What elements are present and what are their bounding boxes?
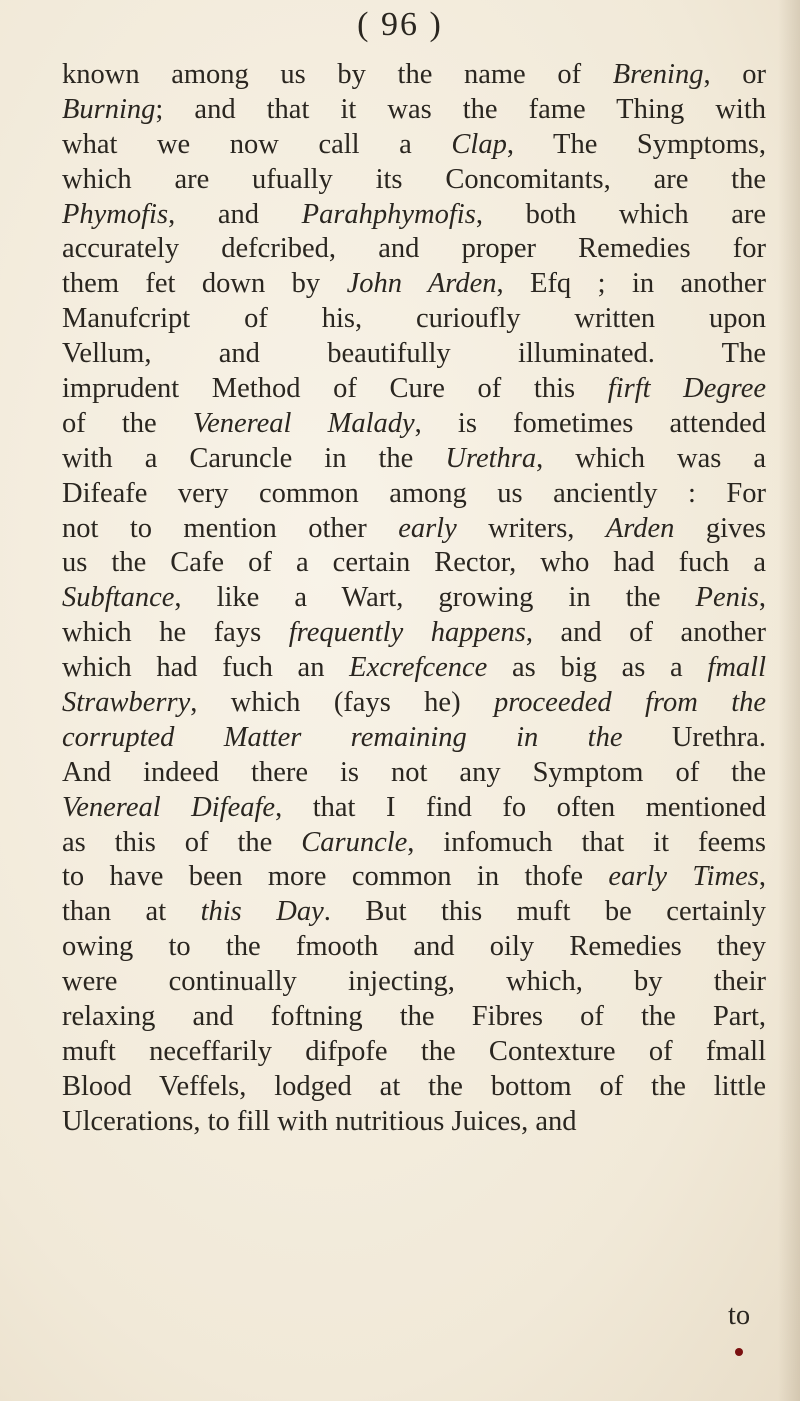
italic-phrase: frequently happens [288,617,526,649]
italic-phrase: Penis [695,582,759,614]
text-line: owing to the fmooth and oily Remedies they [62,931,766,963]
text-line: Ulcerations, to fill with nutritious Juices, and [62,1105,577,1137]
italic-phrase: Parahphymofis [301,198,476,230]
text-line: not to mention other early writers, Arden gives [62,512,766,544]
ink-mark [735,1348,743,1356]
italic-phrase: Clap [451,128,507,160]
italic-phrase: Brening [612,59,704,90]
italic-phrase: Arden [605,512,675,544]
text-line: Venereal Difeafe, that I find fo often mentioned [62,791,766,823]
italic-phrase: John Arden [346,268,497,300]
italic-phrase: fmall [707,652,766,684]
italic-phrase: Urethra [445,442,537,474]
italic-phrase: Subftance [62,582,175,614]
text-line: imprudent Method of Cure of this firft Degree [62,373,766,405]
text-line: which had fuch an Excrefcence as big as a fmall [62,652,766,684]
text-line: Difeafe very common among us anciently : For [62,477,766,509]
text-line: Phymofis, and Parahphymofis, both which are [62,198,767,230]
italic-phrase: firft Degree [607,373,766,405]
text-line: which are ufually its Concomitants, are the [62,163,766,195]
text-line: them fet down by John Arden, Efq ; in another [62,268,766,300]
text-line: known among us by the name of Brening, or [62,59,766,90]
text-line: Subftance, like a Wart, growing in the Penis, [62,582,766,614]
text-line: relaxing and foftning the Fibres of the Part, [62,1001,766,1033]
italic-phrase: Caruncle [301,826,408,858]
text-line: Strawberry, which (fays he) proceeded from the [62,687,767,719]
text-line: as this of the Caruncle, infomuch that it feems [62,826,766,858]
text-line: accurately defcribed, and proper Remedies for [62,233,766,265]
text-line: were continually injecting, which, by their [62,966,766,998]
italic-phrase: Excrefcence [349,652,488,684]
text-line: Manufcript of his, curioufly written upon [62,303,766,335]
text-line: And indeed there is not any Symptom of the [62,756,766,788]
italic-phrase: early [398,512,457,544]
text-line: us the Cafe of a certain Rector, who had fuch a [62,547,766,579]
page-edge-shadow [778,0,800,1401]
text-line: Burning; and that it was the fame Thing with [62,93,766,125]
text-line: what we now call a Clap, The Symptoms, [62,128,766,160]
italic-phrase: Venereal Difeafe [62,791,276,823]
text-line: which he fays frequently happens, and of another [62,617,767,649]
text-line: Blood Veffels, lodged at the bottom of the little [62,1070,766,1102]
italic-phrase: proceeded from the [493,687,767,719]
text-line: Vellum, and beautifully illuminated. The [62,338,766,370]
italic-phrase: early Times [608,861,759,893]
text-line: with a Caruncle in the Urethra, which was a [62,442,766,474]
italic-phrase: Strawberry [62,687,191,719]
body-text [62,58,766,1140]
text-line: of the Venereal Malady, is fometimes attended [62,407,766,439]
italic-phrase: this Day [200,896,324,928]
page-number: ( 96 ) [357,6,443,43]
text-line: to have been more common in thofe early Times, [62,861,766,893]
text-line: muft neceffarily difpofe the Contexture of fmall [62,1035,766,1067]
italic-phrase: Burning [62,93,156,125]
italic-phrase: Phymofis [62,198,169,230]
text-line: than at this Day. But this muft be certainly [62,896,766,928]
text-line: corrupted Matter remaining in the Urethra. [62,721,766,753]
italic-phrase: corrupted Matter remaining in the [62,721,623,753]
catchword: to [728,1300,751,1331]
italic-phrase: Venereal Malady [192,407,415,439]
